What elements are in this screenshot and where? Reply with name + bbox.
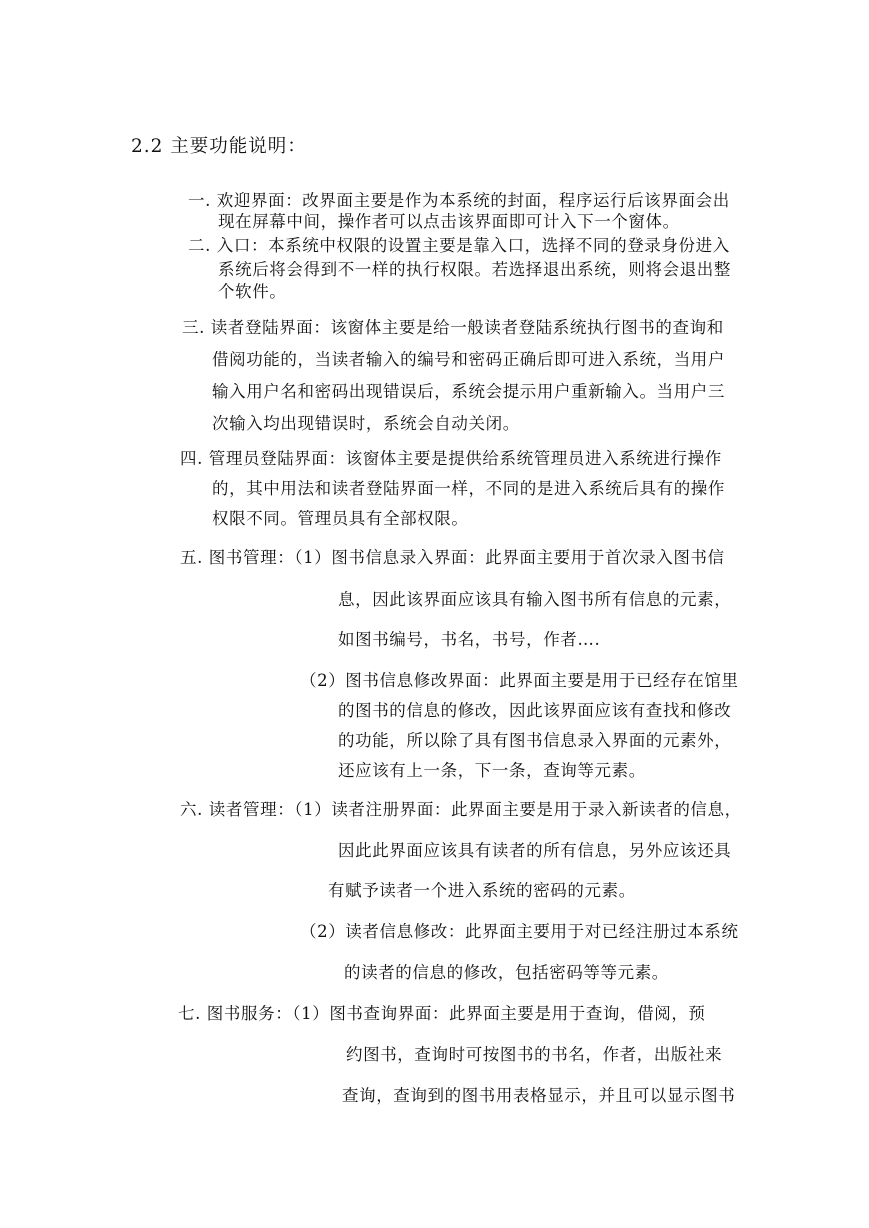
item-line: 现在屏幕中间，操作者可以点击该界面即可计入下一个窗体。	[218, 212, 680, 231]
item-line: 的功能，所以除了具有图书信息录入界面的元素外，	[338, 731, 732, 750]
item-line: 约图书，查询时可按图书的书名，作者，出版社来	[346, 1045, 723, 1064]
item-line: 的图书的信息的修改，因此该界面应该有查找和修改	[338, 701, 732, 720]
item-line: 有赋予读者一个进入系统的密码的元素。	[328, 881, 636, 900]
item-line: 查询，查询到的图书用表格显示，并且可以显示图书	[342, 1086, 736, 1105]
item-line: 五. 图书管理：（1）图书信息录入界面：此界面主要用于首次录入图书信	[180, 548, 725, 567]
item-line: 还应该有上一条，下一条，查询等元素。	[338, 761, 646, 780]
item-line: 权限不同。管理员具有全部权限。	[212, 509, 469, 528]
item-line: 三. 读者登陆界面：该窗体主要是给一般读者登陆系统执行图书的查询和	[182, 318, 724, 337]
item-line: 系统后将会得到不一样的执行权限。若选择退出系统，则将会退出整	[218, 260, 731, 279]
item-line: 六. 读者管理：（1）读者注册界面：此界面主要是用于录入新读者的信息，	[180, 800, 742, 819]
item-line: 息，因此该界面应该具有输入图书所有信息的元素，	[338, 590, 732, 609]
item-line: 输入用户名和密码出现错误后，系统会提示用户重新输入。当用户三	[212, 382, 725, 401]
item-line: （2）图书信息修改界面：此界面主要是用于已经存在馆里	[300, 671, 739, 690]
item-line: 二. 入口：本系统中权限的设置主要是靠入口，选择不同的登录身份进入	[188, 236, 730, 255]
item-line: 的读者的信息的修改，包括密码等等元素。	[344, 963, 669, 982]
item-line: 因此此界面应该具有读者的所有信息，另外应该还具	[338, 841, 732, 860]
item-line: （2）读者信息修改：此界面主要用于对已经注册过本系统	[300, 922, 739, 941]
item-line: 四. 管理员登陆界面：该窗体主要是提供给系统管理员进入系统进行操作	[180, 449, 722, 468]
item-line: 如图书编号，书名，书号，作者….	[338, 630, 601, 649]
section-title: 2.2 主要功能说明：	[131, 136, 307, 157]
item-line: 次输入均出现错误时，系统会自动关闭。	[212, 414, 520, 433]
item-line: 七. 图书服务：（1）图书查询界面：此界面主要是用于查询，借阅，预	[178, 1004, 706, 1023]
item-line: 一. 欢迎界面：改界面主要是作为本系统的封面，程序运行后该界面会出	[188, 191, 730, 210]
item-line: 借阅功能的，当读者输入的编号和密码正确后即可进入系统，当用户	[212, 350, 725, 369]
item-line: 个软件。	[218, 282, 287, 301]
item-line: 的，其中用法和读者登陆界面一样，不同的是进入系统后具有的操作	[212, 479, 725, 498]
